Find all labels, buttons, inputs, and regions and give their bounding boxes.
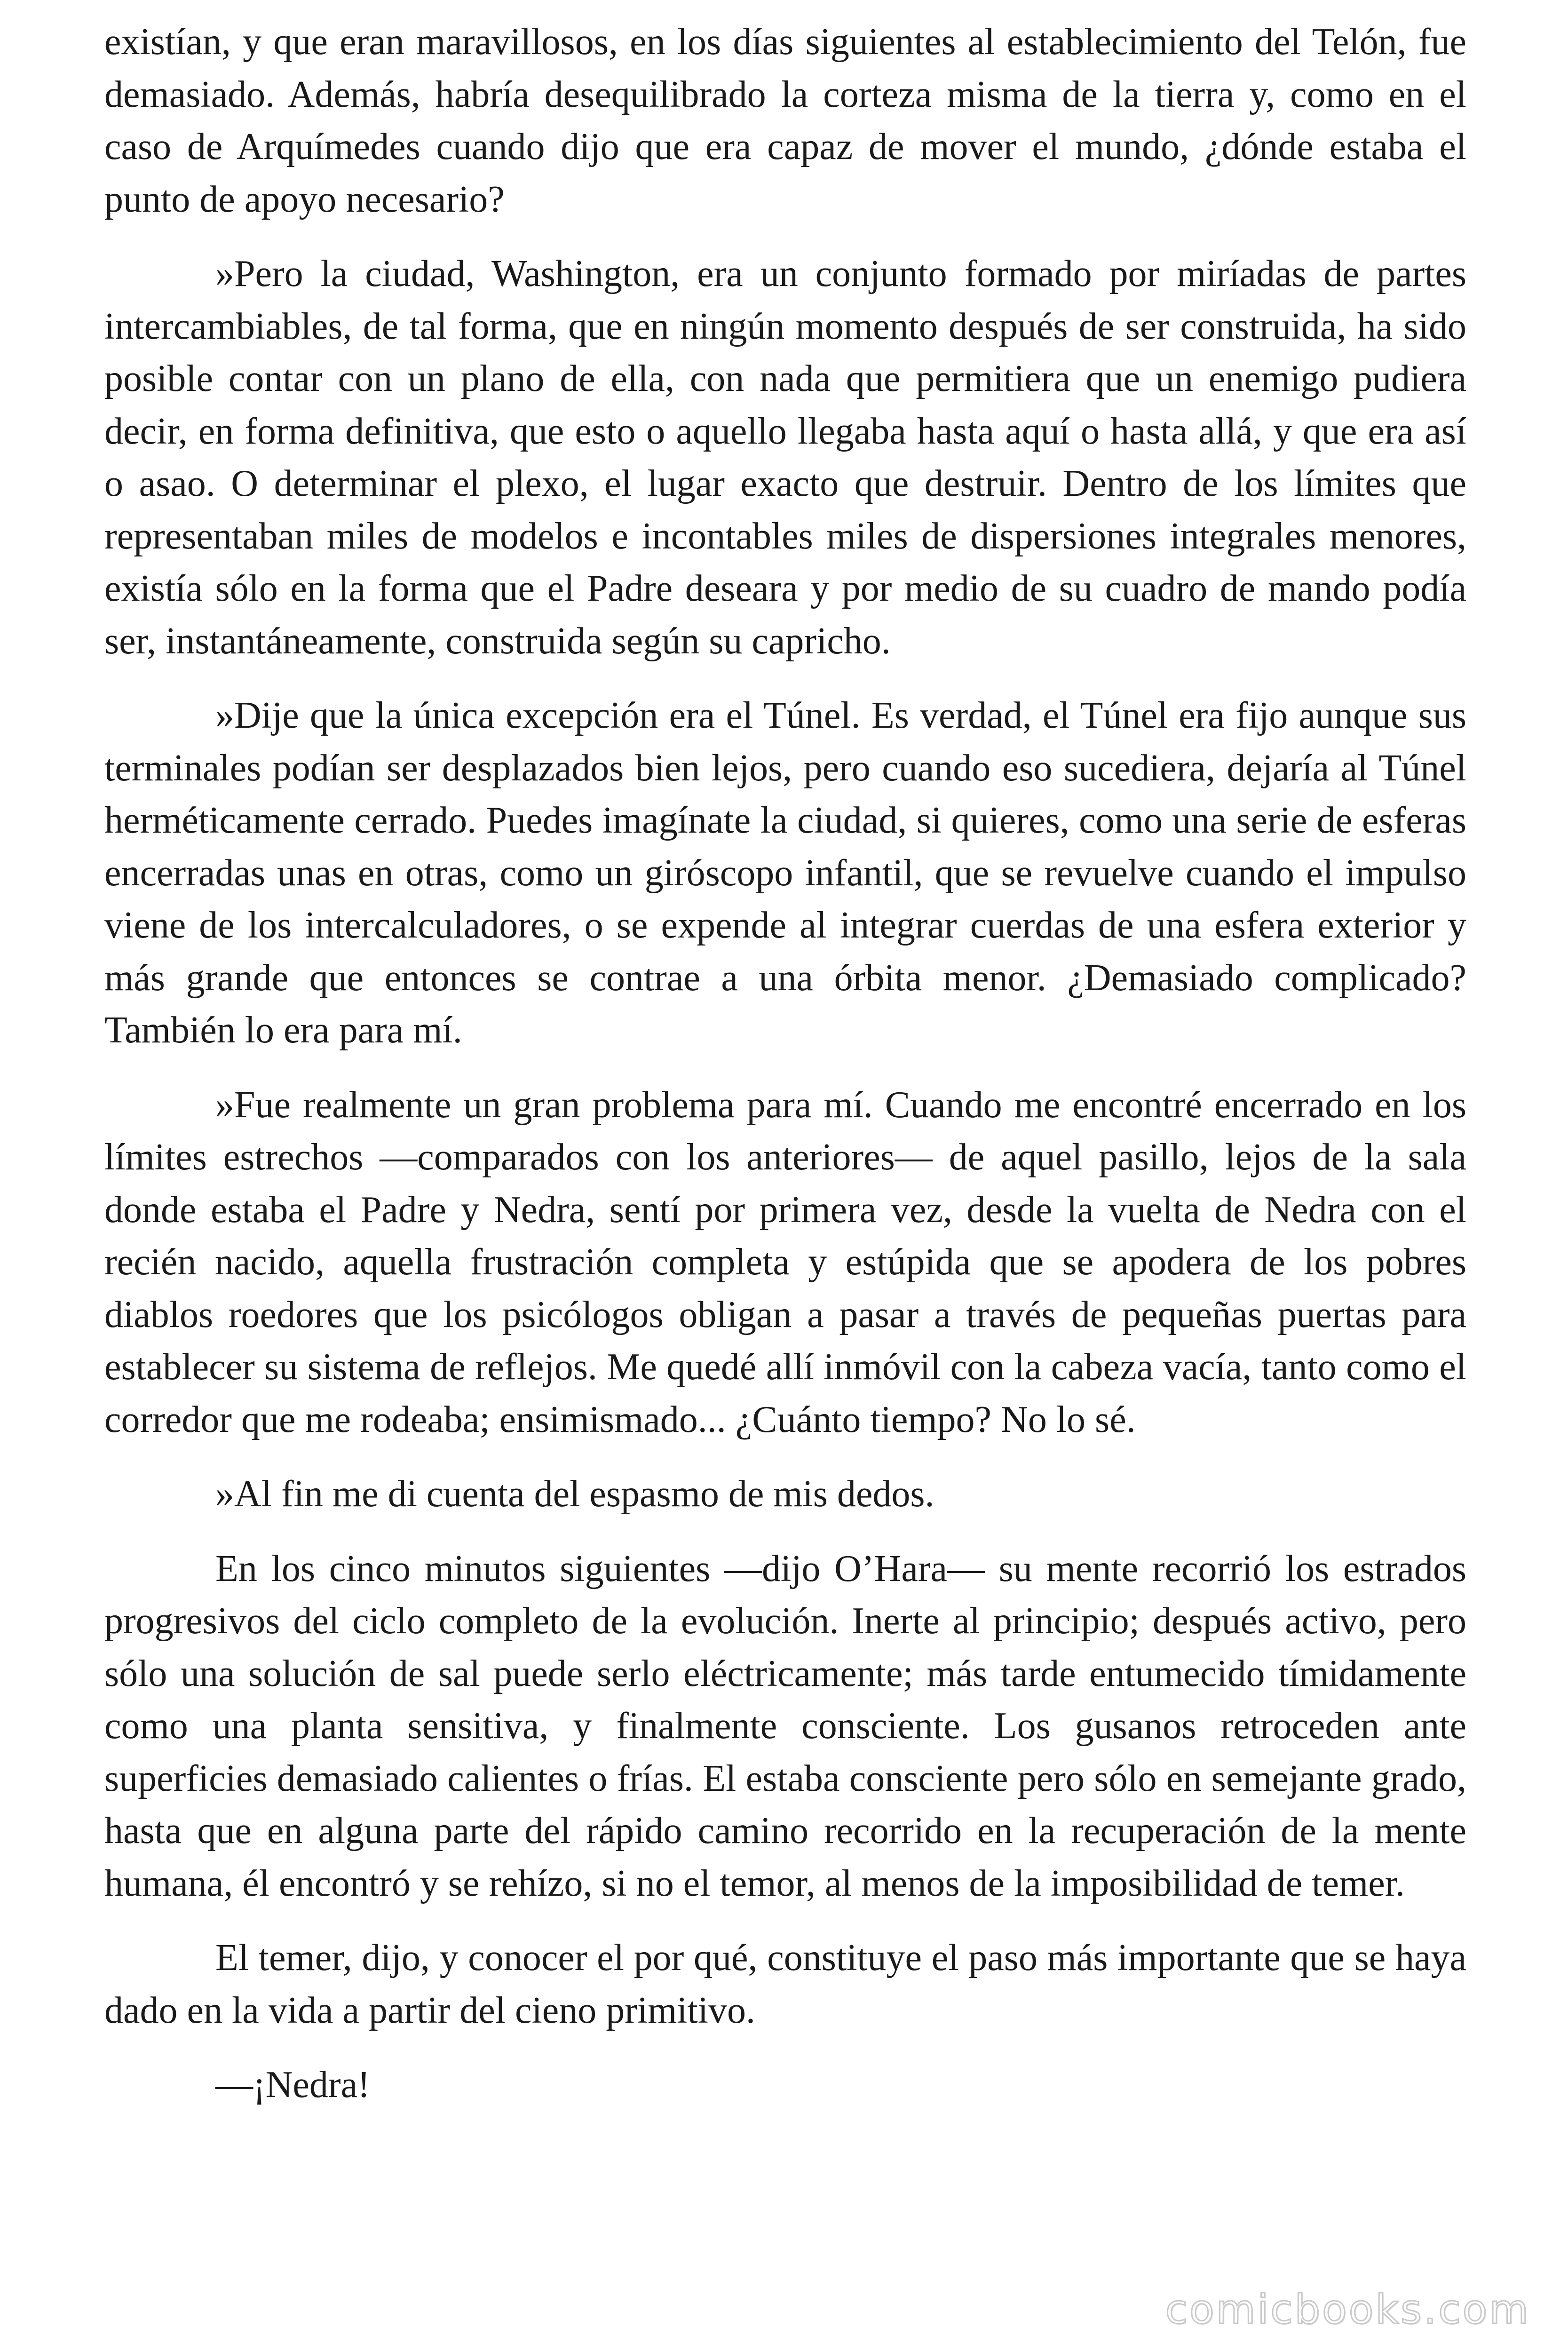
paragraph-corridor: »Fue realmente un gran problema para mí. Cuando me encontré encerrado en los límites estrechos —comparados con los anteriores— de aquel pasillo, lejos de la sala donde estaba el Padre y Nedra, sentí por primera vez, desde la vuelta de Nedra con el recién nacido, aquella frustración completa y estúpida que se apodera de los pobres diablos roedores que los psicólogos obligan a pasar a través de pequeñas puertas para establecer su sistema de reflejos. Me quedé allí inmóvil con la cabeza vacía, tanto como el corredor que me rodeaba; ensimismado... ¿Cuánto tiempo? No lo sé.	[104, 1084, 1466, 1440]
paragraph-evolution: En los cinco minutos siguientes —dijo O’Hara— su mente recorrió los estrados progresivos del ciclo completo de la evolución. Inerte al principio; después activo, pero sólo una solución de sal puede serlo eléctricamente; más tarde entumecido tímidamente como una planta sensitiva, y finalmente consciente. Los gusanos retroceden ante superficies demasiado calientes o frías. El estaba consciente pero sólo en semejante grado, hasta que en alguna parte del rápido camino recorrido en la recuperación de la mente humana, él encontró y se rehízo, si no el temor, al menos de la imposibilidad de temer.	[104, 1548, 1466, 1904]
paragraph-city-washington: »Pero la ciudad, Washington, era un conjunto formado por miríadas de partes intercambiables, de tal forma, que en ningún momento después de ser construida, ha sido posible contar con un plano de ella, con nada que permitiera que un enemigo pudiera decir, en forma definitiva, que esto o aquello llegaba hasta aquí o hasta allá, y que era así o asao. O determinar el plexo, el lugar exacto que destruir. Dentro de los límites que representaban miles de modelos e incontables miles de dispersiones integrales menores, existía sólo en la forma que el Padre deseara y por medio de su cuadro de mando podía ser, instantáneamente, construida según su capricho.	[104, 253, 1466, 662]
paragraph-nedra: —¡Nedra!	[215, 2064, 370, 2106]
paragraph-continuation: existían, y que eran maravillosos, en los días siguientes al establecimiento del Telón, fue demasiado. Además, habría desequilibrado la corteza misma de la tierra y, como en el caso de Arquímedes cuando dijo que era capaz de mover el mundo, ¿dónde estaba el punto de apoyo necesario?	[104, 21, 1466, 220]
paragraph-tunnel: »Dije que la única excepción era el Túnel. Es verdad, el Túnel era fijo aunque sus terminales podían ser desplazados bien lejos, pero cuando eso sucediera, dejaría al Túnel herméticamente cerrado. Puedes imagínate la ciudad, si quieres, como una serie de esferas encerradas unas en otras, como un giróscopo infantil, que se revuelve cuando el impulso viene de los intercalculadores, o se expende al integrar cuerdas de una esfera exterior y más grande que entonces se contrae a una órbita menor. ¿Demasiado complicado? También lo era para mí.	[104, 695, 1466, 1051]
watermark: comicbooks.com	[1165, 2286, 1530, 2333]
paragraph-fingers: »Al fin me di cuenta del espasmo de mis dedos.	[215, 1473, 934, 1515]
book-page-text	[104, 16, 1466, 2112]
paragraph-fear: El temer, dijo, y conocer el por qué, constituye el paso más importante que se haya dado en la vida a partir del cieno primitivo.	[104, 1937, 1466, 2031]
